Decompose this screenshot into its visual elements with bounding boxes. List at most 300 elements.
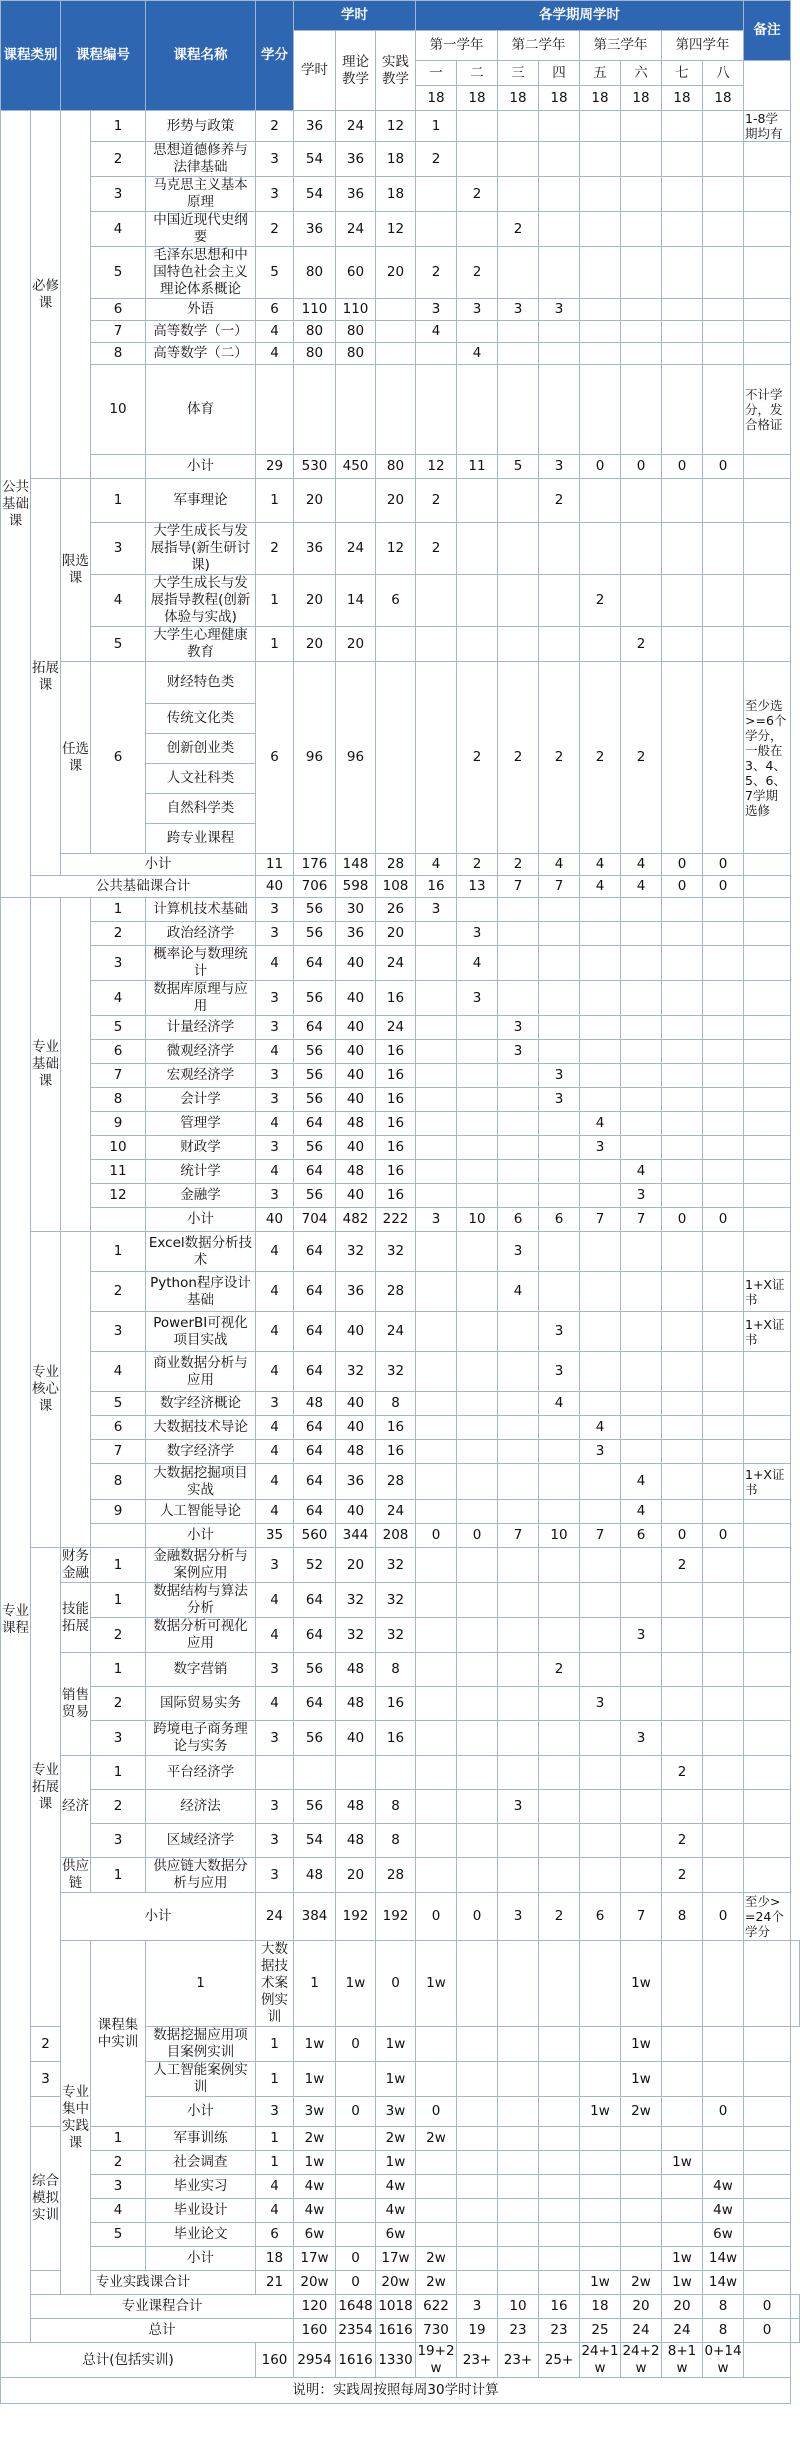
value-cell <box>662 1941 703 2027</box>
course-code: 8 <box>91 343 146 365</box>
course-name: 外语 <box>146 299 256 321</box>
value-cell <box>621 1440 662 1464</box>
header-code: 课程编号 <box>61 1 146 111</box>
value-cell <box>703 1464 744 1500</box>
value-cell <box>539 1184 580 1208</box>
value-cell <box>539 365 580 455</box>
value-cell: 4 <box>256 343 294 365</box>
value-cell: 4w <box>703 2175 744 2199</box>
course-code: 8 <box>91 1464 146 1500</box>
value-cell: 64 <box>294 1618 336 1653</box>
remark-cell <box>744 981 791 1016</box>
value-cell <box>498 1858 539 1893</box>
value-cell: 36 <box>336 1272 376 1312</box>
value-cell <box>703 1824 744 1858</box>
value-cell: 1w <box>376 2151 416 2175</box>
value-cell <box>662 2127 703 2151</box>
value-cell <box>662 1653 703 1687</box>
value-cell <box>539 212 580 247</box>
value-cell <box>457 1392 498 1416</box>
remark-cell <box>744 523 791 575</box>
value-cell: 7 <box>498 1524 539 1548</box>
value-cell <box>539 922 580 946</box>
remark-cell <box>744 575 791 627</box>
value-cell: 530 <box>294 455 336 479</box>
value-cell: 0 <box>376 1941 416 2027</box>
value-cell <box>662 1790 703 1824</box>
value-cell: 2w <box>621 2097 662 2127</box>
value-cell <box>662 2199 703 2223</box>
value-cell: 36 <box>294 523 336 575</box>
value-cell: 16 <box>376 1440 416 1464</box>
value-cell <box>498 1583 539 1618</box>
value-cell <box>662 575 703 627</box>
course-name: 马克思主义基本原理 <box>146 177 256 212</box>
value-cell <box>498 1392 539 1416</box>
value-cell <box>703 299 744 321</box>
value-cell <box>703 321 744 343</box>
value-cell <box>621 1272 662 1312</box>
value-cell: 3 <box>256 1088 294 1112</box>
value-cell: 0+14w <box>704 2343 742 2376</box>
value-cell: 3 <box>498 1790 539 1824</box>
value-cell: 1w <box>580 2271 621 2295</box>
value-cell: 4 <box>621 1160 662 1184</box>
value-cell <box>703 922 744 946</box>
course-code: 5 <box>91 247 146 299</box>
remark-cell <box>744 1824 791 1858</box>
value-cell <box>703 1112 744 1136</box>
course-code: 6 <box>91 299 146 321</box>
remark-cell <box>744 1583 791 1618</box>
value-cell <box>621 1232 662 1272</box>
value-cell: 35 <box>256 1524 294 1548</box>
value-cell <box>336 2062 376 2097</box>
value-cell <box>703 1687 744 1721</box>
header-sem: 三 <box>498 61 539 86</box>
header-remarks: 备注 <box>744 1 791 61</box>
value-cell: 0 <box>457 1524 498 1548</box>
course-code: 6 <box>91 662 146 854</box>
value-cell <box>539 177 580 212</box>
value-cell: 4 <box>256 1500 294 1524</box>
value-cell <box>703 575 744 627</box>
value-cell <box>580 1312 621 1352</box>
value-cell: 13 <box>457 876 498 898</box>
value-cell: 56 <box>294 1653 336 1687</box>
value-cell: 64 <box>294 1232 336 1272</box>
value-cell <box>703 365 744 455</box>
value-cell: 17w <box>376 2247 416 2271</box>
value-cell: 3 <box>256 2097 294 2127</box>
value-cell: 14w <box>703 2271 744 2295</box>
course-code <box>91 1208 146 1232</box>
value-cell <box>457 2151 498 2175</box>
value-cell: 32 <box>376 1548 416 1583</box>
value-cell: 36 <box>336 922 376 946</box>
value-cell: 4 <box>621 1464 662 1500</box>
course-name: 自然科学类 <box>146 794 256 824</box>
value-cell: 4w <box>294 2175 336 2199</box>
value-cell: 2 <box>498 212 539 247</box>
value-cell: 12 <box>376 111 416 142</box>
remark-cell <box>744 321 791 343</box>
value-cell <box>580 1064 621 1088</box>
value-cell: 7 <box>621 1893 662 1941</box>
value-cell <box>662 1416 703 1440</box>
value-cell: 64 <box>294 1583 336 1618</box>
value-cell: 384 <box>294 1893 336 1941</box>
value-cell: 3 <box>256 981 294 1016</box>
value-cell <box>580 2127 621 2151</box>
value-cell <box>580 343 621 365</box>
value-cell: 4 <box>256 1312 294 1352</box>
table-row <box>1 1583 800 1618</box>
course-name: 人文社科类 <box>146 764 256 794</box>
value-cell: 482 <box>336 1208 376 1232</box>
header-sem: 六 <box>621 61 662 86</box>
value-cell: 2 <box>416 523 457 575</box>
value-cell <box>703 1416 744 1440</box>
value-cell: 32 <box>336 1618 376 1653</box>
value-cell: 2 <box>498 662 539 854</box>
value-cell <box>703 1040 744 1064</box>
value-cell: 40 <box>336 946 376 981</box>
blank-cell <box>61 111 91 479</box>
value-cell <box>662 2097 703 2127</box>
value-cell: 1w <box>336 1941 376 2027</box>
value-cell <box>703 1756 744 1790</box>
value-cell: 4 <box>256 1040 294 1064</box>
value-cell: 0 <box>621 455 662 479</box>
value-cell: 20 <box>621 2295 662 2319</box>
value-cell <box>416 2199 457 2223</box>
value-cell <box>416 2062 457 2097</box>
table-row <box>1 2151 800 2175</box>
value-cell <box>703 1790 744 1824</box>
value-cell: 80 <box>336 343 376 365</box>
table-row <box>1 365 800 455</box>
value-cell: 6 <box>376 575 416 627</box>
value-cell <box>580 1040 621 1064</box>
course-name: 统计学 <box>146 1160 256 1184</box>
course-name: 计算机技术基础 <box>146 898 256 922</box>
value-cell: 2 <box>662 1858 703 1893</box>
table-row <box>1 1232 800 1272</box>
table-row <box>1 1941 800 2027</box>
value-cell <box>580 247 621 299</box>
value-cell <box>457 1756 498 1790</box>
value-cell <box>580 1618 621 1653</box>
value-cell <box>336 2175 376 2199</box>
table-row <box>1 922 800 946</box>
header-sem: 五 <box>580 61 621 86</box>
value-cell: 6 <box>580 1893 621 1941</box>
value-cell <box>539 111 580 142</box>
value-cell: 3 <box>256 1653 294 1687</box>
value-cell: 110 <box>294 299 336 321</box>
value-cell <box>416 575 457 627</box>
value-cell: 12 <box>376 523 416 575</box>
value-cell: 4w <box>376 2199 416 2223</box>
course-name: 微观经济学 <box>146 1040 256 1064</box>
value-cell <box>662 946 703 981</box>
value-cell: 40 <box>336 1184 376 1208</box>
value-cell <box>416 2223 457 2247</box>
value-cell: 4 <box>256 1583 294 1618</box>
value-cell: 3 <box>256 1136 294 1160</box>
value-cell: 3 <box>580 1136 621 1160</box>
value-cell <box>580 1464 621 1500</box>
value-cell <box>457 1016 498 1040</box>
value-cell: 60 <box>336 247 376 299</box>
value-cell <box>621 247 662 299</box>
value-cell: 3 <box>539 455 580 479</box>
remark-cell <box>744 1184 791 1208</box>
value-cell: 4 <box>256 1416 294 1440</box>
value-cell <box>703 523 744 575</box>
value-cell: 24+1w <box>581 2343 619 2376</box>
value-cell: 16 <box>376 1184 416 1208</box>
remark-cell <box>744 1548 791 1583</box>
value-cell <box>703 247 744 299</box>
value-cell <box>621 177 662 212</box>
value-cell <box>703 1272 744 1312</box>
value-cell <box>539 343 580 365</box>
value-cell: 20 <box>294 627 336 662</box>
value-cell <box>539 1500 580 1524</box>
value-cell: 2w <box>416 2127 457 2151</box>
value-cell <box>580 365 621 455</box>
value-cell: 3 <box>498 299 539 321</box>
table-row <box>1 627 800 662</box>
course-name: 国际贸易实务 <box>146 1687 256 1721</box>
blank-cell <box>61 1232 91 1548</box>
course-name: 大数据挖掘项目实战 <box>146 1464 256 1500</box>
value-cell <box>621 343 662 365</box>
remark-cell <box>744 343 791 365</box>
table-row <box>1 1416 800 1440</box>
value-cell: 23 <box>539 2319 580 2343</box>
value-cell <box>539 1583 580 1618</box>
value-cell: 3 <box>416 299 457 321</box>
remark-cell <box>744 2175 791 2199</box>
course-name: 形势与政策 <box>146 111 256 142</box>
header-hours-group: 学时 <box>294 1 416 31</box>
value-cell <box>416 946 457 981</box>
value-cell: 4 <box>498 1272 539 1312</box>
course-name: 金融学 <box>146 1184 256 1208</box>
value-cell <box>498 1824 539 1858</box>
value-cell: 2 <box>621 662 662 854</box>
remark-cell <box>744 1500 791 1524</box>
remark-cell <box>744 212 791 247</box>
value-cell <box>662 1500 703 1524</box>
value-cell: 2w <box>294 2127 336 2151</box>
value-cell: 36 <box>336 142 376 177</box>
value-cell: 1w <box>294 2151 336 2175</box>
value-cell: 20w <box>294 2271 336 2295</box>
value-cell: 64 <box>294 946 336 981</box>
value-cell <box>662 1618 703 1653</box>
value-cell <box>580 2223 621 2247</box>
value-cell <box>416 2151 457 2175</box>
value-cell <box>703 1941 744 2027</box>
value-cell <box>580 321 621 343</box>
value-cell: 4 <box>621 1500 662 1524</box>
table-row <box>1 2378 800 2404</box>
value-cell <box>539 2223 580 2247</box>
remark-cell <box>744 1756 791 1790</box>
value-cell <box>457 1064 498 1088</box>
course-name: 计量经济学 <box>146 1016 256 1040</box>
value-cell <box>580 946 621 981</box>
value-cell: 4 <box>621 854 662 876</box>
value-cell <box>498 177 539 212</box>
table-row <box>1 575 800 627</box>
value-cell: 56 <box>294 1790 336 1824</box>
value-cell <box>498 2199 539 2223</box>
table-row <box>1 1524 800 1548</box>
value-cell <box>457 1440 498 1464</box>
value-cell <box>457 2271 498 2295</box>
value-cell: 14w <box>703 2247 744 2271</box>
value-cell: 56 <box>294 981 336 1016</box>
value-cell: 3 <box>256 1016 294 1040</box>
value-cell <box>621 479 662 523</box>
value-cell <box>580 142 621 177</box>
value-cell <box>457 212 498 247</box>
value-cell <box>457 321 498 343</box>
table-row <box>1 1858 800 1893</box>
header-weeks: 18 <box>457 86 498 111</box>
value-cell <box>457 1352 498 1392</box>
value-cell: 18 <box>376 177 416 212</box>
course-code: 3 <box>91 1721 146 1756</box>
remark-cell <box>744 1040 791 1064</box>
value-cell <box>662 922 703 946</box>
value-cell: 0 <box>336 2247 376 2271</box>
value-cell <box>703 1064 744 1088</box>
remark-cell <box>744 1416 791 1440</box>
value-cell <box>703 2127 744 2151</box>
value-cell <box>621 922 662 946</box>
table-row <box>1 898 800 922</box>
value-cell: 4 <box>256 946 294 981</box>
value-cell: 54 <box>294 1824 336 1858</box>
value-cell: 3 <box>498 1016 539 1040</box>
header-sem: 四 <box>539 61 580 86</box>
header-year-3: 第三学年 <box>580 31 662 61</box>
value-cell <box>376 1756 416 1790</box>
value-cell <box>662 1392 703 1416</box>
footnote: 说明：实践周按照每周30学时计算 <box>1 2378 791 2404</box>
value-cell <box>703 1440 744 1464</box>
header-weeks: 18 <box>416 86 457 111</box>
value-cell <box>621 1352 662 1392</box>
value-cell: 4 <box>457 946 498 981</box>
category-label-bixiu: 必修课 <box>31 111 61 479</box>
value-cell: 4 <box>256 321 294 343</box>
value-cell: 1w <box>416 1941 457 2027</box>
value-cell <box>498 1464 539 1500</box>
value-cell: 56 <box>294 1040 336 1064</box>
value-cell: 56 <box>294 1721 336 1756</box>
value-cell <box>580 1160 621 1184</box>
header-hours: 学时 <box>294 31 336 111</box>
value-cell: 64 <box>294 1500 336 1524</box>
course-name: 人工智能导论 <box>146 1500 256 1524</box>
value-cell: 4 <box>256 2199 294 2223</box>
value-cell <box>457 1088 498 1112</box>
value-cell <box>539 2271 580 2295</box>
course-code <box>91 455 146 479</box>
value-cell: 4 <box>256 1464 294 1500</box>
value-cell <box>662 1064 703 1088</box>
category-label-zyjz: 专业集中实践课 <box>61 1941 91 2295</box>
header-sem: 一 <box>416 61 457 86</box>
value-cell: 4 <box>256 1440 294 1464</box>
course-code: 11 <box>91 1160 146 1184</box>
value-cell <box>662 1232 703 1272</box>
header-weeks: 18 <box>498 86 539 111</box>
value-cell: 80 <box>294 247 336 299</box>
value-cell: 56 <box>294 1064 336 1088</box>
course-name: 数据挖掘应用项目案例实训 <box>146 2027 256 2062</box>
value-cell: 25+ <box>539 2343 580 2378</box>
remark-cell <box>744 1016 791 1040</box>
value-cell <box>336 365 376 455</box>
value-cell: 3 <box>498 1893 539 1941</box>
table-row <box>1 2247 800 2271</box>
course-name: 大数据技术导论 <box>146 1416 256 1440</box>
value-cell: 0 <box>703 1524 744 1548</box>
value-cell: 2 <box>621 627 662 662</box>
course-code: 3 <box>91 946 146 981</box>
value-cell: 20 <box>376 479 416 523</box>
course-code: 1 <box>91 1232 146 1272</box>
value-cell: 0 <box>703 455 744 479</box>
value-cell: 16 <box>376 1064 416 1088</box>
value-cell <box>662 365 703 455</box>
value-cell <box>457 2097 498 2127</box>
course-name: 小计 <box>146 1208 256 1232</box>
category-label-renxuan: 任选课 <box>61 662 91 854</box>
value-cell <box>580 1858 621 1893</box>
value-cell <box>580 2175 621 2199</box>
course-code: 10 <box>91 1136 146 1160</box>
header-weeks: 18 <box>703 86 744 111</box>
value-cell <box>580 212 621 247</box>
value-cell <box>621 2127 662 2151</box>
remark-cell <box>744 142 791 177</box>
remark-cell <box>744 898 791 922</box>
value-cell <box>580 1232 621 1272</box>
value-cell: 36 <box>336 1464 376 1500</box>
course-code: 2 <box>91 1790 146 1824</box>
value-cell: 7 <box>621 1208 662 1232</box>
value-cell: 14 <box>336 575 376 627</box>
value-cell: 48 <box>294 1858 336 1893</box>
value-cell <box>539 1721 580 1756</box>
value-cell: 64 <box>294 1160 336 1184</box>
value-cell: 3 <box>498 1040 539 1064</box>
course-name: 数据结构与算法分析 <box>146 1583 256 1618</box>
course-name: 毛泽东思想和中国特色社会主义理论体系概论 <box>146 247 256 299</box>
value-cell: 64 <box>294 1112 336 1136</box>
course-code: 4 <box>91 2199 146 2223</box>
remark-cell: 1+X证书 <box>744 1464 791 1500</box>
